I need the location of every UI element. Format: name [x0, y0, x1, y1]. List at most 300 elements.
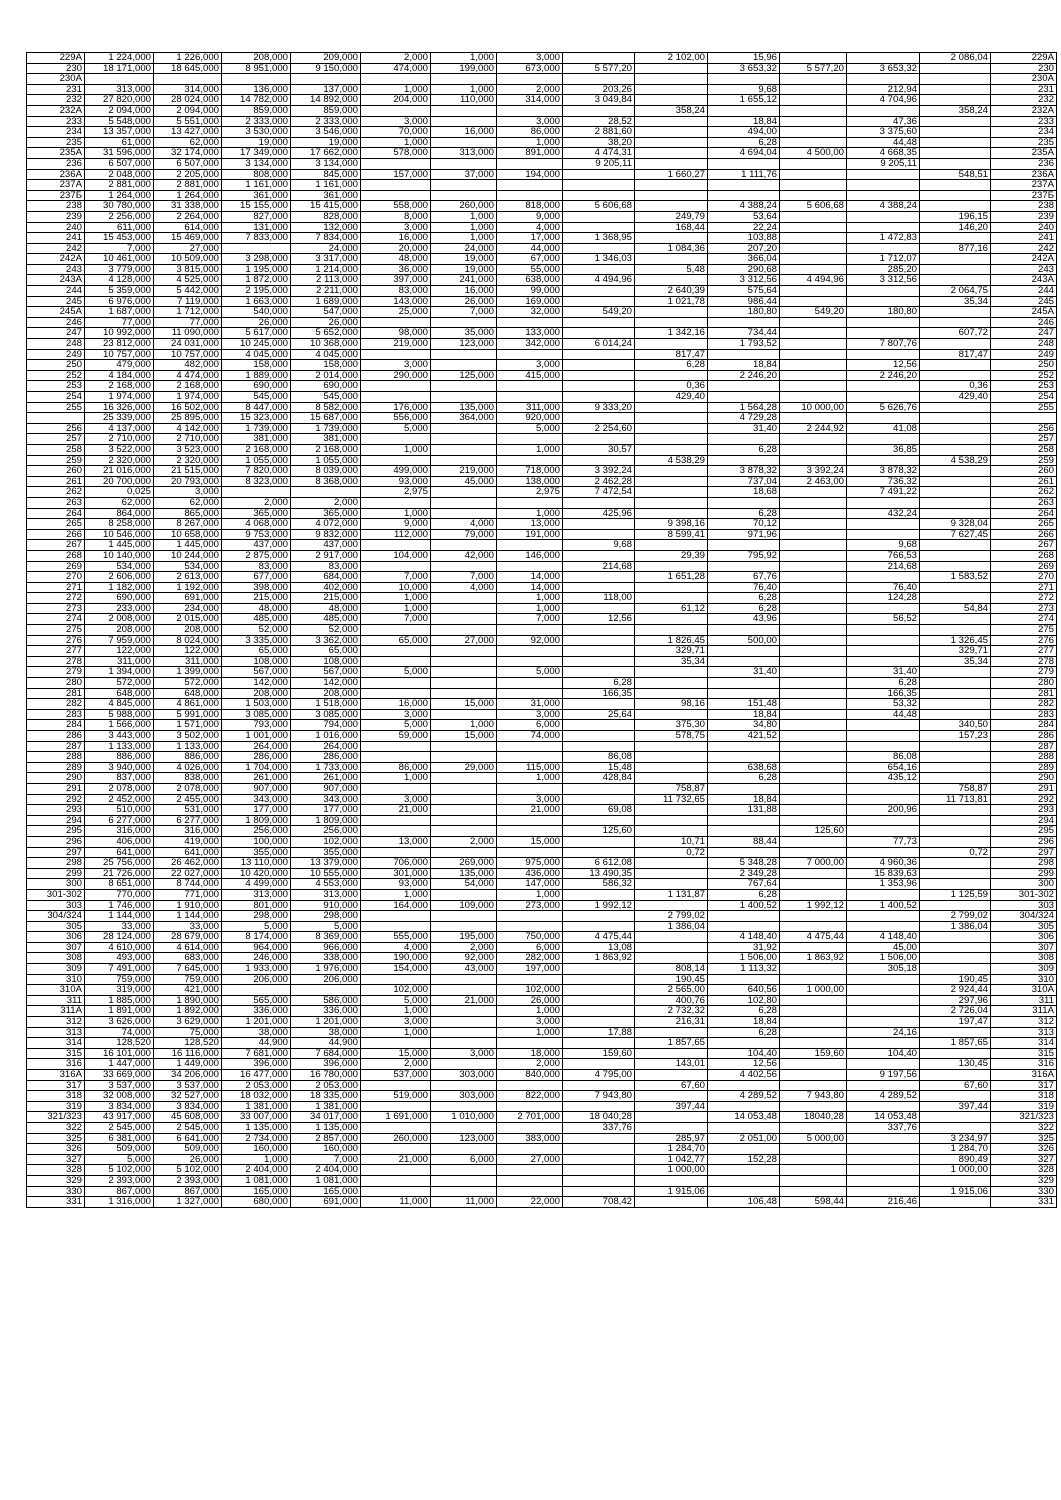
table-cell: 177,000	[291, 805, 361, 816]
table-cell: 86,08	[563, 752, 635, 763]
table-cell: 7 943,80	[780, 1091, 847, 1102]
table-cell	[635, 1091, 708, 1102]
table-cell: 907,000	[222, 783, 291, 794]
table-cell: 7,000	[497, 614, 563, 625]
table-cell: 142,000	[222, 678, 291, 689]
table-cell: 25,000	[361, 307, 431, 318]
table-cell	[563, 286, 635, 297]
table-cell	[563, 497, 635, 508]
row-id-cell: 296	[27, 836, 85, 847]
table-cell	[563, 815, 635, 826]
table-cell	[497, 1101, 563, 1112]
table-cell: 2 881,000	[154, 180, 222, 191]
table-row	[27, 222, 1057, 233]
table-cell	[920, 307, 991, 318]
row-id-cell: 316А	[991, 1070, 1057, 1081]
table-cell: 1,000	[497, 773, 563, 784]
table-cell: 3 312,56	[847, 275, 920, 286]
table-row	[27, 296, 1057, 307]
table-cell: 1 316,000	[85, 1197, 154, 1208]
table-cell: 1 081,000	[222, 1175, 291, 1186]
table-cell	[847, 1144, 920, 1155]
table-row	[27, 858, 1057, 869]
table-cell	[708, 105, 780, 116]
table-cell: 301,000	[361, 868, 431, 879]
table-row	[27, 836, 1057, 847]
table-cell: 15 469,000	[154, 233, 222, 244]
table-cell	[780, 603, 847, 614]
row-id-cell: 282	[991, 699, 1057, 710]
table-cell: 2 094,000	[85, 105, 154, 116]
table-cell: 1 400,52	[847, 900, 920, 911]
table-row	[27, 1006, 1057, 1017]
table-cell: 1 161,000	[222, 180, 291, 191]
table-cell: 311,000	[154, 656, 222, 667]
table-cell	[497, 921, 563, 932]
table-cell: 1 655,12	[708, 95, 780, 106]
table-cell: 381,000	[222, 434, 291, 445]
table-cell: 45 608,000	[154, 1112, 222, 1123]
table-cell: 838,000	[154, 773, 222, 784]
table-cell: 840,000	[497, 1070, 563, 1081]
table-cell	[497, 540, 563, 551]
table-cell: 1 571,000	[154, 720, 222, 731]
table-cell	[920, 95, 991, 106]
table-cell	[708, 434, 780, 445]
table-cell: 494,00	[708, 127, 780, 138]
table-cell	[780, 264, 847, 275]
table-cell	[497, 783, 563, 794]
row-id-cell: 259	[27, 455, 85, 466]
table-cell	[431, 434, 497, 445]
table-row	[27, 1197, 1057, 1208]
table-cell: 767,64	[708, 879, 780, 890]
table-cell	[780, 529, 847, 540]
table-cell: 44,000	[497, 243, 563, 254]
table-cell	[708, 158, 780, 169]
table-cell: 19,000	[431, 254, 497, 265]
table-cell: 343,000	[222, 794, 291, 805]
table-cell	[431, 1006, 497, 1017]
table-cell: 158,000	[291, 360, 361, 371]
table-row	[27, 307, 1057, 318]
table-cell: 9,68	[847, 540, 920, 551]
table-cell: 575,64	[708, 286, 780, 297]
table-cell	[920, 190, 991, 201]
table-cell: 112,000	[361, 529, 431, 540]
table-cell: 1,000	[431, 233, 497, 244]
table-cell	[361, 434, 431, 445]
table-cell	[780, 741, 847, 752]
row-id-cell: 291	[991, 783, 1057, 794]
table-cell: 1 131,87	[635, 889, 708, 900]
table-cell	[497, 1038, 563, 1049]
table-row	[27, 720, 1057, 731]
table-cell: 15 839,63	[847, 868, 920, 879]
row-id-cell: 288	[991, 752, 1057, 763]
row-id-cell: 244	[27, 286, 85, 297]
table-cell: 18 032,000	[222, 1091, 291, 1102]
table-cell	[431, 752, 497, 763]
table-cell: 6,000	[431, 1154, 497, 1165]
table-cell	[708, 349, 780, 360]
row-id-cell: 325	[27, 1133, 85, 1144]
table-cell: 822,000	[497, 1091, 563, 1102]
table-cell: 1 793,52	[708, 339, 780, 350]
table-cell	[920, 63, 991, 74]
table-cell: 20,000	[361, 243, 431, 254]
table-cell	[920, 254, 991, 265]
table-cell	[847, 1017, 920, 1028]
table-cell: 9 197,56	[847, 1070, 920, 1081]
table-cell: 545,000	[291, 392, 361, 403]
table-cell: 24,16	[847, 1027, 920, 1038]
table-cell	[635, 476, 708, 487]
table-cell	[563, 360, 635, 371]
table-cell: 7 472,54	[563, 487, 635, 498]
table-row	[27, 550, 1057, 561]
table-cell: 397,44	[920, 1101, 991, 1112]
row-id-cell: 230	[991, 63, 1057, 74]
table-cell: 540,000	[222, 307, 291, 318]
table-cell: 556,000	[361, 413, 431, 424]
table-cell: 890,49	[920, 1154, 991, 1165]
table-cell	[635, 201, 708, 212]
table-cell	[497, 317, 563, 328]
table-cell: 7 000,00	[780, 858, 847, 869]
row-id-cell: 329	[991, 1175, 1057, 1186]
row-id-cell: 262	[27, 487, 85, 498]
table-row	[27, 317, 1057, 328]
table-cell: 2 205,000	[154, 169, 222, 180]
table-cell	[361, 1186, 431, 1197]
table-cell: 4 474,31	[563, 148, 635, 159]
row-id-cell: 258	[991, 444, 1057, 455]
table-cell: 25 895,000	[154, 413, 222, 424]
table-cell: 2 256,000	[85, 211, 154, 222]
table-cell: 1 746,000	[85, 900, 154, 911]
table-cell: 16 116,000	[154, 1048, 222, 1059]
table-cell	[563, 1101, 635, 1112]
table-cell: 48,000	[222, 603, 291, 614]
table-cell	[780, 158, 847, 169]
table-row	[27, 911, 1057, 922]
row-id-cell: 245А	[991, 307, 1057, 318]
table-cell	[431, 561, 497, 572]
table-cell	[780, 349, 847, 360]
table-cell	[847, 1165, 920, 1176]
row-id-cell: 257	[991, 434, 1057, 445]
table-cell: 157,23	[920, 731, 991, 742]
table-cell: 795,92	[708, 550, 780, 561]
row-id-cell: 236А	[991, 169, 1057, 180]
table-cell: 684,000	[291, 572, 361, 583]
table-cell	[847, 243, 920, 254]
table-cell	[497, 455, 563, 466]
table-cell: 828,000	[291, 211, 361, 222]
table-cell: 766,53	[847, 550, 920, 561]
table-cell: 907,000	[291, 783, 361, 794]
table-cell: 1 000,00	[780, 985, 847, 996]
table-cell: 2 168,000	[291, 444, 361, 455]
table-cell	[431, 815, 497, 826]
table-cell: 3,000	[497, 116, 563, 127]
table-cell: 338,000	[291, 953, 361, 964]
table-cell: 920,000	[497, 413, 563, 424]
table-cell	[431, 741, 497, 752]
table-cell: 110,000	[431, 95, 497, 106]
table-cell	[431, 180, 497, 191]
table-cell: 4 142,000	[154, 423, 222, 434]
table-cell	[563, 105, 635, 116]
table-cell: 9 753,000	[222, 529, 291, 540]
table-cell	[431, 614, 497, 625]
table-cell	[780, 53, 847, 64]
table-cell: 233,000	[85, 603, 154, 614]
table-cell: 1,000	[222, 1154, 291, 1165]
table-cell: 7 645,000	[154, 964, 222, 975]
table-cell: 70,000	[361, 127, 431, 138]
table-cell	[920, 1112, 991, 1123]
table-cell	[431, 190, 497, 201]
row-id-cell: 287	[27, 741, 85, 752]
row-id-cell: 326	[27, 1144, 85, 1155]
table-cell: 827,000	[222, 211, 291, 222]
table-cell: 1,000	[497, 444, 563, 455]
table-cell	[431, 540, 497, 551]
table-cell: 964,000	[222, 942, 291, 953]
table-cell	[780, 646, 847, 657]
table-cell: 7 807,76	[847, 339, 920, 350]
table-cell: 2 078,000	[85, 783, 154, 794]
table-cell: 0,36	[920, 381, 991, 392]
table-cell	[431, 667, 497, 678]
table-cell: 159,60	[780, 1048, 847, 1059]
table-cell: 3 298,000	[222, 254, 291, 265]
row-id-cell: 300	[991, 879, 1057, 890]
table-cell: 549,20	[780, 307, 847, 318]
table-cell	[431, 1186, 497, 1197]
table-cell: 548,51	[920, 169, 991, 180]
table-cell: 31,40	[847, 667, 920, 678]
table-cell	[563, 646, 635, 657]
table-cell	[780, 942, 847, 953]
table-row	[27, 349, 1057, 360]
table-cell: 4 402,56	[708, 1070, 780, 1081]
table-row	[27, 190, 1057, 201]
table-cell: 2 393,000	[85, 1175, 154, 1186]
table-cell: 5 102,000	[154, 1165, 222, 1176]
row-id-cell: 315	[991, 1048, 1057, 1059]
table-row	[27, 127, 1057, 138]
table-cell: 808,000	[222, 169, 291, 180]
table-cell	[708, 74, 780, 85]
table-cell: 19,000	[222, 137, 291, 148]
table-cell: 14 053,48	[847, 1112, 920, 1123]
table-cell	[920, 540, 991, 551]
table-cell: 1 055,000	[222, 455, 291, 466]
table-cell: 4 475,44	[780, 932, 847, 943]
table-cell: 1 976,000	[291, 964, 361, 975]
table-cell: 199,000	[431, 63, 497, 74]
row-id-cell: 230А	[991, 74, 1057, 85]
table-cell: 86,000	[497, 127, 563, 138]
row-id-cell: 311	[991, 995, 1057, 1006]
table-cell: 1,000	[361, 1006, 431, 1017]
table-cell: 27,000	[431, 635, 497, 646]
table-cell: 1 712,000	[154, 307, 222, 318]
table-cell	[847, 328, 920, 339]
table-row	[27, 158, 1057, 169]
table-cell	[780, 561, 847, 572]
row-id-cell: 250	[991, 360, 1057, 371]
table-cell	[780, 688, 847, 699]
table-cell: 8 447,000	[222, 402, 291, 413]
table-cell: 2,000	[361, 1059, 431, 1070]
table-cell: 1,000	[431, 53, 497, 64]
table-cell	[563, 264, 635, 275]
table-cell: 1 135,000	[222, 1122, 291, 1133]
table-cell	[780, 614, 847, 625]
table-cell	[920, 614, 991, 625]
table-cell	[497, 974, 563, 985]
table-cell: 26,000	[291, 317, 361, 328]
table-cell: 1 445,000	[154, 540, 222, 551]
table-cell: 1 399,000	[154, 667, 222, 678]
row-id-cell: 234	[27, 127, 85, 138]
row-id-cell: 286	[991, 731, 1057, 742]
table-cell: 7,000	[361, 614, 431, 625]
table-cell: 343,000	[291, 794, 361, 805]
table-cell: 16 101,000	[85, 1048, 154, 1059]
table-cell	[780, 995, 847, 1006]
table-cell: 1 863,92	[563, 953, 635, 964]
row-id-cell: 310А	[991, 985, 1057, 996]
row-id-cell: 297	[991, 847, 1057, 858]
table-cell: 877,16	[920, 243, 991, 254]
table-cell: 67,60	[635, 1080, 708, 1091]
table-cell	[920, 275, 991, 286]
table-cell: 3 392,24	[563, 466, 635, 477]
table-cell	[780, 254, 847, 265]
table-row	[27, 381, 1057, 392]
table-cell: 102,80	[708, 995, 780, 1006]
table-cell: 35,000	[431, 328, 497, 339]
table-cell	[635, 741, 708, 752]
table-cell	[431, 381, 497, 392]
table-cell: 48,000	[291, 603, 361, 614]
table-cell: 36,000	[361, 264, 431, 275]
table-cell: 290,000	[361, 370, 431, 381]
table-cell: 1,000	[497, 508, 563, 519]
table-cell: 234,000	[154, 603, 222, 614]
row-id-cell: 268	[991, 550, 1057, 561]
table-cell: 3 878,32	[708, 466, 780, 477]
table-cell	[361, 497, 431, 508]
table-cell	[431, 158, 497, 169]
table-cell: 4 475,44	[563, 932, 635, 943]
table-cell: 2 014,000	[291, 370, 361, 381]
table-cell: 125,60	[563, 826, 635, 837]
table-cell: 2 053,000	[291, 1080, 361, 1091]
table-cell: 5 348,28	[708, 858, 780, 869]
table-cell	[563, 349, 635, 360]
table-cell	[847, 455, 920, 466]
row-id-cell: 280	[27, 678, 85, 689]
table-cell	[431, 688, 497, 699]
table-cell	[920, 402, 991, 413]
row-id-cell: 236	[991, 158, 1057, 169]
table-cell: 1 885,000	[85, 995, 154, 1006]
table-cell: 4 072,000	[291, 519, 361, 530]
table-cell: 1 400,52	[708, 900, 780, 911]
table-cell	[920, 148, 991, 159]
table-cell: 4 137,000	[85, 423, 154, 434]
table-cell	[708, 190, 780, 201]
row-id-cell: 229А	[27, 53, 85, 64]
table-row	[27, 815, 1057, 826]
table-cell: 109,000	[431, 900, 497, 911]
table-cell: 6,28	[708, 773, 780, 784]
table-cell	[431, 783, 497, 794]
table-cell: 67,60	[920, 1080, 991, 1091]
table-cell: 1 915,06	[635, 1186, 708, 1197]
table-cell	[847, 603, 920, 614]
table-cell: 285,97	[635, 1133, 708, 1144]
table-cell	[780, 508, 847, 519]
table-cell: 7 833,000	[222, 233, 291, 244]
row-id-cell: 293	[991, 805, 1057, 816]
table-cell: 13 379,000	[291, 858, 361, 869]
table-cell: 3 335,000	[222, 635, 291, 646]
table-cell: 7 684,000	[291, 1048, 361, 1059]
table-cell	[431, 1080, 497, 1091]
row-id-cell: 295	[991, 826, 1057, 837]
table-cell: 18,68	[708, 487, 780, 498]
table-cell: 22,24	[708, 222, 780, 233]
row-id-cell: 236	[27, 158, 85, 169]
table-cell: 285,20	[847, 264, 920, 275]
table-cell: 1 890,000	[154, 995, 222, 1006]
table-cell: 219,000	[431, 466, 497, 477]
row-id-cell: 248	[991, 339, 1057, 350]
table-cell: 5 626,76	[847, 402, 920, 413]
row-id-cell: 329	[27, 1175, 85, 1186]
table-cell	[431, 1144, 497, 1155]
table-cell: 10 244,000	[154, 550, 222, 561]
table-cell	[635, 879, 708, 890]
table-cell: 7 943,80	[563, 1091, 635, 1102]
row-id-cell: 274	[27, 614, 85, 625]
table-cell	[431, 985, 497, 996]
table-row	[27, 63, 1057, 74]
table-cell: 1 326,45	[920, 635, 991, 646]
table-cell	[847, 169, 920, 180]
table-cell: 690,000	[222, 381, 291, 392]
table-cell: 971,96	[708, 529, 780, 540]
table-cell: 2,000	[361, 53, 431, 64]
table-row	[27, 593, 1057, 604]
table-cell: 1 000,00	[920, 1165, 991, 1176]
table-cell: 319,000	[85, 985, 154, 996]
row-id-cell	[991, 413, 1057, 424]
table-cell: 19,000	[431, 264, 497, 275]
table-cell: 204,000	[361, 95, 431, 106]
row-id-cell: 309	[991, 964, 1057, 975]
table-cell	[708, 752, 780, 763]
table-cell: 108,000	[222, 656, 291, 667]
table-cell: 808,14	[635, 964, 708, 975]
